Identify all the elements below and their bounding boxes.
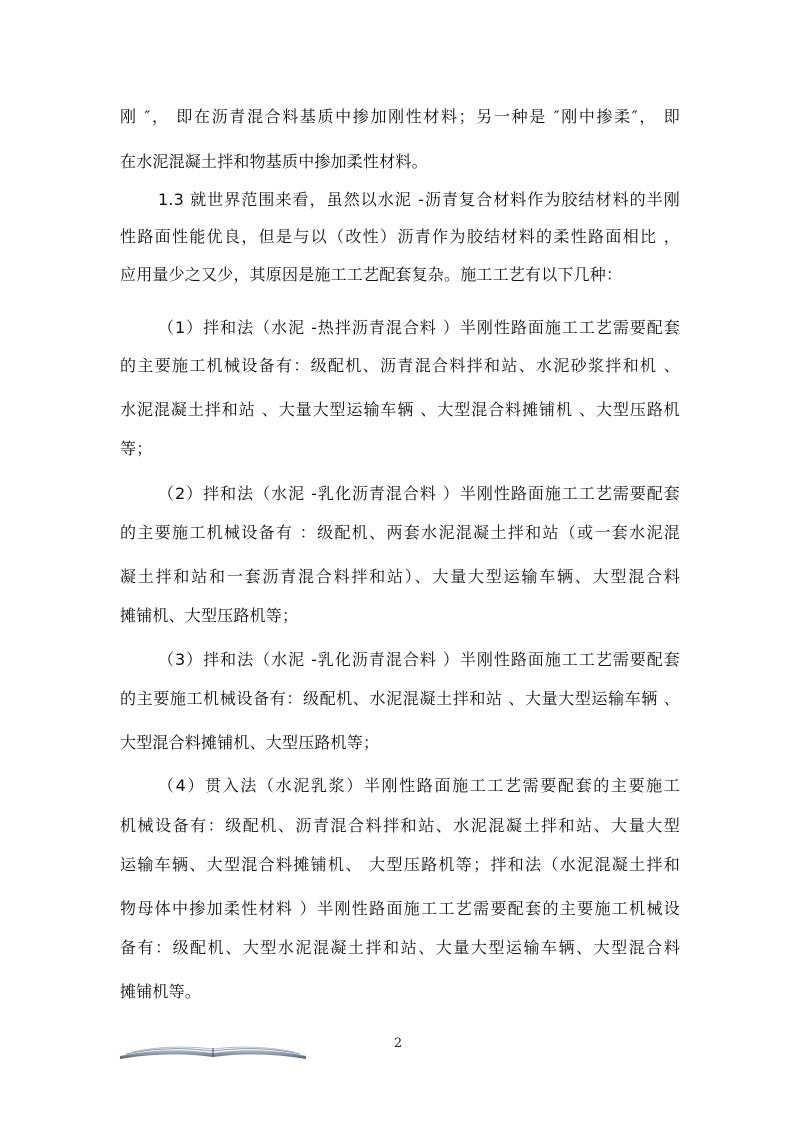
text-line: 备有：级配机、大型水泥混凝土拌和站、大量大型运输车辆、大型混合料 [120, 938, 680, 957]
text-line: 物母体中掺加柔性材料 ）半刚性路面施工工艺需要配套的主要施工机械设 [120, 899, 680, 918]
text-line: 机械设备有：级配机、沥青混合料拌和站、水泥混凝土拌和站、大量大型 [120, 816, 680, 835]
text-line: 的主要施工机械设备有：级配机、水泥混凝土拌和站 、大量大型运输车辆 、 [120, 689, 680, 708]
text-line: 的主要施工机械设备有：级配机、沥青混合料拌和站、水泥砂浆拌和机 、 [120, 356, 680, 375]
text-line: 1.3 就世界范围来看，虽然以水泥 -沥青复合材料作为胶结材料的半刚 [158, 190, 680, 209]
text-line: 摊铺机等。 [120, 982, 202, 1001]
open-book-icon [118, 1042, 308, 1060]
text-line: （4）贯入法（水泥乳浆）半刚性路面施工工艺需要配套的主要施工 [158, 776, 680, 795]
text-line: （2）拌和法（水泥 -乳化沥青混合料 ）半刚性路面施工工艺需要配套 [158, 484, 680, 503]
text-line: （3）拌和法（水泥 -乳化沥青混合料 ）半刚性路面施工工艺需要配套 [158, 650, 680, 669]
text-line: 摊铺机、大型压路机等； [120, 606, 299, 625]
text-line: 凝土拌和站和一套沥青混合料拌和站）、大量大型运输车辆、大型混合料 [120, 567, 680, 586]
text-line: 应用量少之又少，其原因是施工工艺配套复杂。施工工艺有以下几种： [120, 265, 623, 284]
page-number: 2 [393, 1036, 403, 1051]
text-line: 水泥混凝土拌和站 、大量大型运输车辆 、大型混合料摊铺机 、大型压路机 [120, 400, 680, 419]
text-line: （1）拌和法（水泥 -热拌沥青混合料 ）半刚性路面施工工艺需要配套 [158, 318, 680, 337]
text-line: 在水泥混凝土拌和物基质中掺加柔性材料。 [120, 152, 428, 171]
text-line: 等； [120, 439, 153, 458]
text-line: 刚 ″， 即在沥青混合料基质中掺加刚性材料；另一种是 ″刚中掺柔″， 即 [120, 107, 680, 126]
text-line: 大型混合料摊铺机、大型压路机等； [120, 733, 380, 752]
text-line: 的主要施工机械设备有 ：级配机、两套水泥混凝土拌和站（或一套水泥混 [120, 523, 680, 542]
text-line: 性路面性能优良，但是与以（改性）沥青作为胶结材料的柔性路面相比 ， [120, 227, 680, 246]
text-line: 运输车辆、大型混合料摊铺机、 大型压路机等；拌和法（水泥混凝土拌和 [120, 855, 680, 874]
